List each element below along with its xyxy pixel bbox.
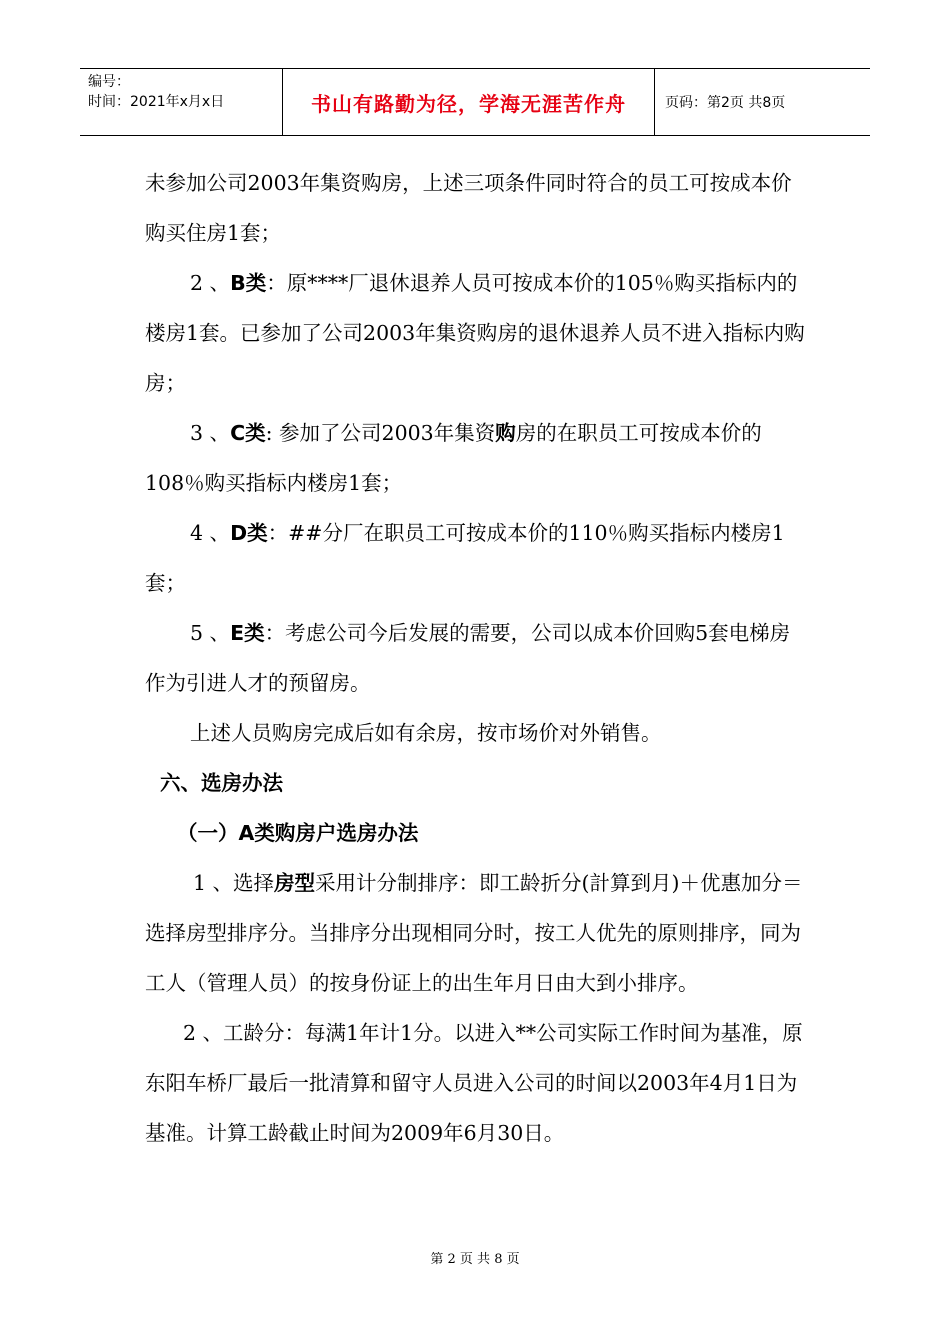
- item-number: 2 、: [190, 271, 231, 295]
- item-number: 5 、: [190, 621, 231, 645]
- paragraph-category-d: [145, 508, 810, 608]
- document-time-label: 时间：2021年x月x日: [88, 94, 225, 110]
- paragraph-remaining-houses: 上述人员购房完成后如有余房，按市场价对外销售。: [190, 721, 662, 745]
- category-b-text: ：原****厂退休退养人员可按成本价的105％购买指标内的楼房1套。已参加了公司2003年集资购房的退休退养人员不进入指标内购房；: [145, 271, 805, 395]
- header-motto: 书山有路勤为径，学海无涯苦作舟: [283, 69, 655, 135]
- section-heading-six: 六、选房办法: [160, 771, 283, 795]
- rule-1-text-a: 1 、选择: [193, 871, 275, 895]
- document-number-label: 编号：: [88, 74, 130, 90]
- category-e-label: E类: [230, 621, 265, 645]
- paragraph-category-e: [145, 608, 810, 708]
- header-page-info: 页码：第2页 共8页: [665, 95, 786, 111]
- category-c-bold-char: 购: [495, 421, 516, 445]
- paragraph-category-c: [145, 408, 810, 508]
- category-d-label: D类: [230, 521, 268, 545]
- paragraph-rule-2: 2 、工龄分：每满1年计1分。以进入**公司实际工作时间为基准，原东阳车桥厂最后一批清算和留守人员进入公司的时间以2003年4月1日为基准。计算工龄截止时间为2009年6月30日。: [145, 1021, 803, 1145]
- paragraph-continued: 未参加公司2003年集资购房，上述三项条件同时符合的员工可按成本价购买住房1套；: [145, 171, 792, 245]
- paragraph-category-b: [145, 258, 810, 408]
- item-number: 4 、: [190, 521, 231, 545]
- paragraph-rule-1: [145, 858, 810, 1008]
- category-c-text-a: : 参加了公司2003年集资: [265, 421, 496, 445]
- category-c-label: C类: [230, 421, 266, 445]
- document-body: [145, 158, 810, 1158]
- header-left-cell: [80, 69, 283, 135]
- item-number: 3 、: [190, 421, 231, 445]
- category-e-text: ：考虑公司今后发展的需要，公司以成本价回购5套电梯房作为引进人才的预留房。: [145, 621, 791, 695]
- category-b-label: B类: [230, 271, 267, 295]
- rule-1-text-b: 采用计分制排序：即工龄折分(計算到月)＋优惠加分＝选择房型排序分。当排序分出现相同分时，按工人优先的原则排序，同为工人（管理人员）的按身份证上的出生年月日由大到小排序。: [145, 871, 803, 995]
- category-c-text-b: 房的在职员工可按成本价的108％购买指标内楼房1套；: [145, 421, 762, 495]
- category-d-text: ：##分厂在职员工可按成本价的110％购买指标内楼房1套；: [145, 521, 785, 595]
- subsection-heading-one: （一）A类购房户选房办法: [177, 821, 419, 845]
- page-footer: 第 2 页 共 8 页: [430, 1252, 520, 1267]
- page-header: [80, 68, 870, 136]
- rule-1-bold-term: 房型: [274, 871, 316, 895]
